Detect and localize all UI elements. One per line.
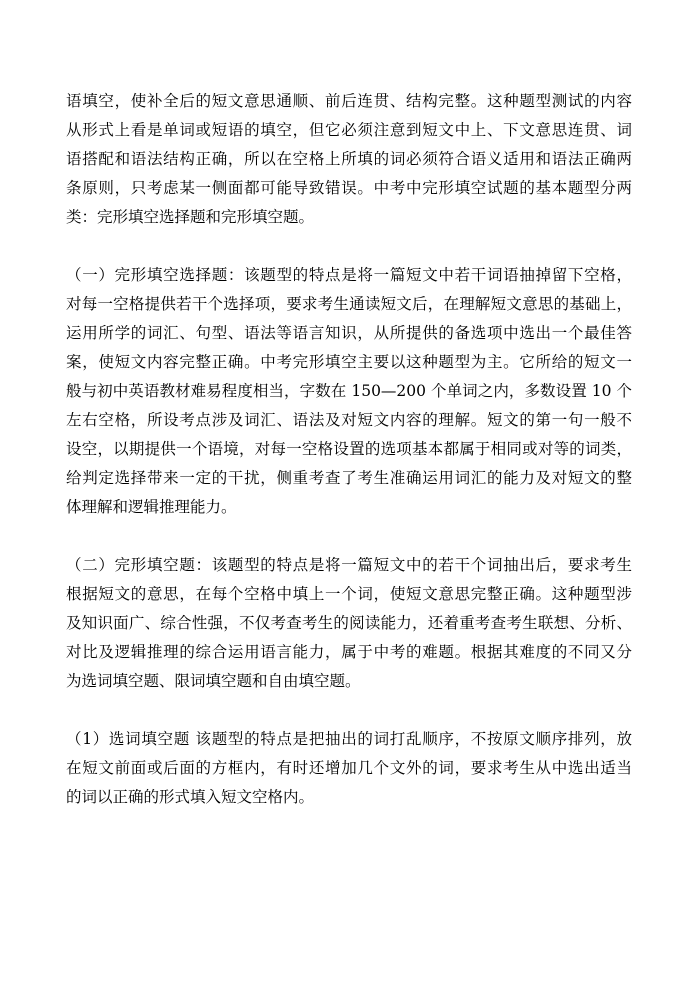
document-body: [66, 87, 632, 812]
text-line: 般与初中英语教材难易程度相当，字数在 150—200 个单词之内，多数设置 10 个: [66, 382, 632, 400]
text-line: 案，使短文内容完整正确。中考完形填空主要以这种题型为主。它所给的短文一: [66, 353, 632, 371]
paragraph-multiple-choice: [66, 261, 632, 522]
text-line: 设空，以期提供一个语境，对每一空格设置的选项基本都属于相同或对等的词类，: [66, 440, 632, 458]
paragraph-spacer: [66, 232, 632, 261]
text-line: 语填空，使补全后的短文意思通顺、前后连贯、结构完整。这种题型测试的内容: [66, 92, 632, 110]
text-line: 的词以正确的形式填入短文空格内。: [66, 788, 315, 806]
paragraph-intro: [66, 87, 632, 232]
paragraph-word-selection: [66, 725, 632, 812]
text-line: 左右空格，所设考点涉及词汇、语法及对短文内容的理解。短文的第一句一般不: [66, 411, 632, 429]
text-line: 及知识面广、综合性强，不仅考查考生的阅读能力，还着重考查考生联想、分析、: [66, 614, 632, 632]
text-line: 根据短文的意思，在每个空格中填上一个词，使短文意思完整正确。这种题型涉: [66, 585, 632, 603]
paragraph-spacer: [66, 522, 632, 551]
text-line: 体理解和逻辑推理能力。: [66, 498, 237, 516]
text-line: （二）完形填空题：该题型的特点是将一篇短文中的若干个词抽出后，要求考生: [66, 556, 632, 574]
paragraph-spacer: [66, 696, 632, 725]
text-line: 语搭配和语法结构正确，所以在空格上所填的词必须符合语义适用和语法正确两: [66, 150, 632, 168]
paragraph-fill-in: [66, 551, 632, 696]
text-line: （1）选词填空题 该题型的特点是把抽出的词打乱顺序，不按原文顺序排列，放: [66, 730, 632, 748]
text-line: 类：完形填空选择题和完形填空题。: [66, 208, 315, 226]
text-line: 给判定选择带来一定的干扰，侧重考查了考生准确运用词汇的能力及对短文的整: [66, 469, 632, 487]
text-line: （一）完形填空选择题：该题型的特点是将一篇短文中若干词语抽掉留下空格，: [66, 266, 632, 284]
text-line: 条原则，只考虑某一侧面都可能导致错误。中考中完形填空试题的基本题型分两: [66, 179, 632, 197]
text-line: 对比及逻辑推理的综合运用语言能力，属于中考的难题。根据其难度的不同又分: [66, 643, 632, 661]
text-line: 对每一空格提供若干个选择项，要求考生通读短文后，在理解短文意思的基础上，: [66, 295, 632, 313]
text-line: 为选词填空题、限词填空题和自由填空题。: [66, 672, 361, 690]
text-line: 运用所学的词汇、句型、语法等语言知识，从所提供的备选项中选出一个最佳答: [66, 324, 632, 342]
text-line: 在短文前面或后面的方框内，有时还增加几个文外的词，要求考生从中选出适当: [66, 759, 632, 777]
text-line: 从形式上看是单词或短语的填空，但它必须注意到短文中上、下文意思连贯、词: [66, 121, 632, 139]
